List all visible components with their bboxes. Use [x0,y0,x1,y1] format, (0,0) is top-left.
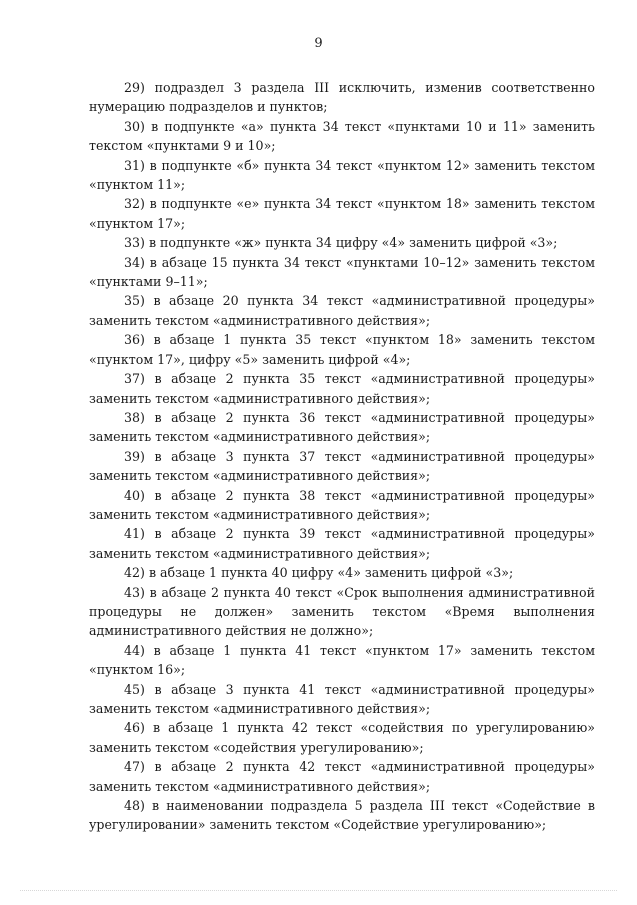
paragraph-48: 48) в наименовании подраздела 5 раздела III текст «Содействие в урегулировании» заменить текстом «Содействие урегулированию»; [89,798,595,833]
paragraph-35: 35) в абзаце 20 пункта 34 текст «административной процедуры» заменить текстом «административного действия»; [89,293,595,328]
paragraph-44: 44) в абзаце 1 пункта 41 текст «пунктом 17» заменить текстом «пунктом 16»; [89,642,595,678]
paragraph-34: 34) в абзаце 15 пункта 34 текст «пунктами 10–12» заменить текстом «пунктами 9–11»; [89,254,595,290]
paragraph-47: 47) в абзаце 2 пункта 42 текст «административной процедуры» заменить текстом «административного действия»; [89,759,595,794]
paragraph-45: 45) в абзаце 3 пункта 41 текст «административной процедуры» заменить текстом «административного действия»; [89,681,595,716]
paragraph-40: 40) в абзаце 2 пункта 38 текст «административной процедуры» заменить текстом «административного действия»; [89,487,595,522]
paragraph-41: 41) в абзаце 2 пункта 39 текст «административной процедуры» заменить текстом «административного действия»; [89,526,595,561]
document-body [89,78,595,835]
paragraph-31: 31) в подпункте «б» пункта 34 текст «пунктом 12» заменить текстом «пунктом 11»; [89,157,595,193]
paragraph-29: 29) подраздел 3 раздела III исключить, изменив соответственно нумерацию подразделов и пунктов; [89,80,595,115]
paragraph-42: 42) в абзаце 1 пункта 40 цифру «4» заменить цифрой «3»; [124,565,514,581]
paragraph-43: 43) в абзаце 2 пункта 40 текст «Срок выполнения административной процедуры не должен» заменить текстом «Время выполнения административного действия не должно»; [89,584,595,639]
paragraph-39: 39) в абзаце 3 пункта 37 текст «административной процедуры» заменить текстом «административного действия»; [89,448,595,484]
scan-edge-line [20,890,617,892]
paragraph-37: 37) в абзаце 2 пункта 35 текст «административной процедуры» заменить текстом «административного действия»; [89,371,595,406]
paragraph-33: 33) в подпункте «ж» пункта 34 цифру «4» заменить цифрой «3»; [124,235,558,251]
paragraph-38: 38) в абзаце 2 пункта 36 текст «административной процедуры» заменить текстом «административного действия»; [89,409,595,445]
paragraph-30: 30) в подпункте «а» пункта 34 текст «пунктами 10 и 11» заменить текстом «пунктами 9 и 10»; [89,118,595,154]
paragraph-32: 32) в подпункте «е» пункта 34 текст «пунктом 18» заменить текстом «пунктом 17»; [89,196,595,231]
paragraph-36: 36) в абзаце 1 пункта 35 текст «пунктом 18» заменить текстом «пунктом 17», цифру «5» заменить цифрой «4»; [89,332,595,367]
page-number: 9 [314,36,323,51]
paragraph-46: 46) в абзаце 1 пункта 42 текст «содействия по урегулированию» заменить текстом «содействия урегулированию»; [89,720,595,755]
